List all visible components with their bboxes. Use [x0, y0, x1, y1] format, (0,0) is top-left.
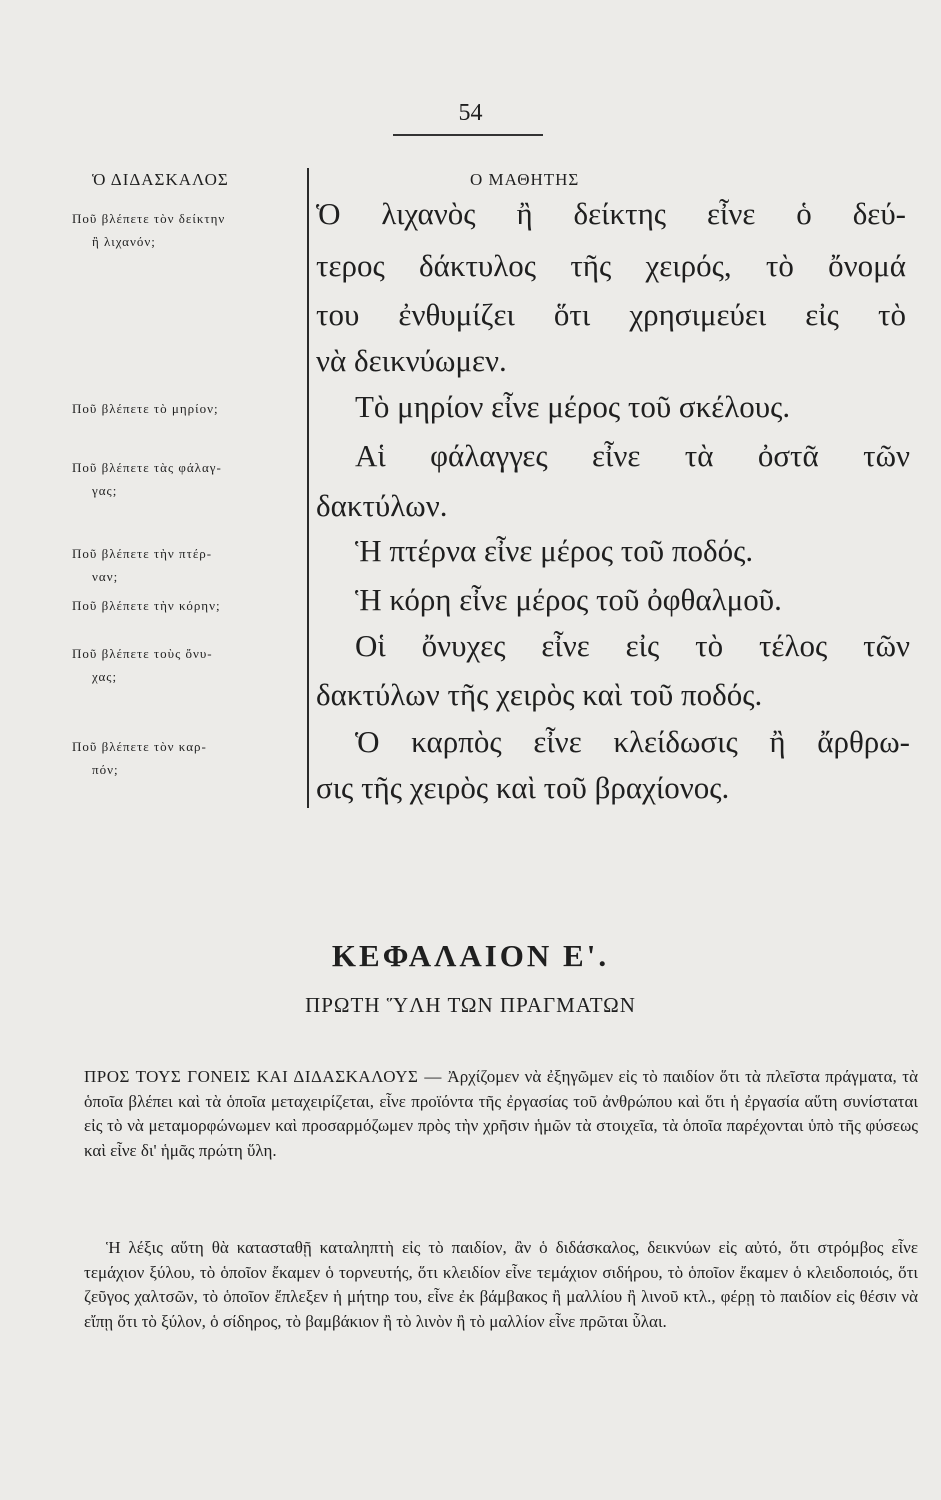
question-4-line2: ναν;: [92, 569, 119, 584]
question-6: [72, 642, 302, 688]
question-1-line2: ἢ λιχανόν;: [92, 234, 156, 249]
question-7-line1: Ποῦ βλέπετε τὸν καρ-: [72, 739, 207, 754]
paragraph-text: Ἡ λέξις αὕτη θὰ κατασταθῇ καταληπτὴ εἰς τὸ παιδίον, ἂν ὁ διδάσκαλος, δεικνύων εἰς αὐτό, ὅτι στρόμβος εἶνε τεμάχιον ξύλου, τὸ ὁποῖον ἔκαμεν ὁ τορνευτής, ὅτι κλειδίον εἶνε τεμάχιον σιδήρου, τὸ ὁποῖον ἔκαμεν ὁ κλειδοποιός, ὅτι ζεῦγος χαλτσῶν, τὸ ὁποῖον ἔπλεξεν ἡ μήτηρ του, εἶνε ἐκ βάμβακος ἢ μαλλίου ἢ λινοῦ κτλ., φέρῃ τὸ παιδίον εἰς θέσιν νὰ εἴπῃ ὅτι τὸ ξύλον, ὁ σίδηρος, τὸ βαμβάκιον ἢ τὸ λινὸν ἢ τὸ μαλλίον εἶνε πρῶται ὗλαι.: [84, 1238, 918, 1331]
paragraph-text: Ἀρχίζομεν νὰ ἐξηγῶμεν εἰς τὸ παιδίον ὅτι τὰ πλεῖστα πράγματα, τὰ ὁποῖα βλέπει καὶ τὰ ὁποῖα μεταχειρίζεται, εἶνε προϊόντα τῆς ἐργασίας τοῦ ἀνθρώπου καὶ ὅτι ἡ ἐργασία αὕτη συνίσταται εἰς τὸ νὰ μεταμορφώνωμεν καὶ προσαρμόζωμεν πρὸς τὴν χρῆσιν ἡμῶν τὰ στοιχεῖα, τὰ ὁποῖα παρέχονται ὑπὸ τῆς φύσεως καὶ εἶνε δι' ἡμᾶς πρώτη ὕλη.: [84, 1067, 919, 1160]
answer-line: Τὸ μηρίον εἶνε μέρος τοῦ σκέλους.: [355, 389, 791, 424]
chapter-subtitle: ΠΡΩΤΗ ὝΛΗ ΤΩΝ ΠΡΑΓΜΑΤΩΝ: [305, 993, 636, 1017]
question-2: [72, 397, 302, 420]
answer-line: τερος δάκτυλος τῆς χειρός, τὸ ὄνομά: [316, 248, 906, 283]
question-3: [72, 456, 302, 502]
question-4: [72, 542, 302, 588]
answer-line: Οἱ ὄνυχες εἶνε εἰς τὸ τέλος τῶν: [355, 628, 910, 663]
chapter-title: ΚΕΦΑΛΑΙΟΝ Ε'.: [331, 938, 610, 973]
paragraph-lead: ΠΡΟΣ ΤΟΥΣ ΓΟΝΕΙΣ ΚΑΙ ΔΙΔΑΣΚΑΛΟΥΣ —: [84, 1067, 442, 1086]
question-3-line2: γας;: [92, 483, 118, 498]
paragraph-explanation: [84, 1236, 918, 1334]
student-column-heading: Ο ΜΑΘΗΤΗΣ: [470, 170, 580, 189]
answer-line: Ὁ καρπὸς εἶνε κλείδωσις ἢ ἄρθρω-: [355, 724, 910, 759]
paragraph-note: [84, 1065, 918, 1163]
question-6-line1: Ποῦ βλέπετε τοὺς ὄνυ-: [72, 646, 213, 661]
answer-line: σις τῆς χειρὸς καὶ τοῦ βραχίονος.: [316, 770, 730, 805]
question-1: [72, 207, 302, 253]
question-5: [72, 594, 302, 617]
question-1-line1: Ποῦ βλέπετε τὸν δείκτην: [72, 211, 226, 226]
question-3-line1: Ποῦ βλέπετε τὰς φάλαγ-: [72, 460, 222, 475]
column-divider: [307, 168, 309, 808]
answer-line: δακτύλων τῆς χειρὸς καὶ τοῦ ποδός.: [316, 677, 763, 712]
question-2-line1: Ποῦ βλέπετε τὸ μηρίον;: [72, 401, 219, 416]
question-7: [72, 735, 302, 781]
answer-line: Αἱ φάλαγγες εἶνε τὰ ὀστᾶ τῶν: [355, 438, 910, 473]
answer-line: του ἐνθυμίζει ὅτι χρησιμεύει εἰς τὸ: [316, 297, 906, 332]
answer-line: Ἡ πτέρνα εἶνε μέρος τοῦ ποδός.: [355, 533, 754, 568]
answer-line: νὰ δεικνύωμεν.: [316, 343, 507, 378]
page-number: 54: [458, 100, 483, 126]
answer-line: Ὁ λιχανὸς ἢ δείκτης εἶνε ὁ δεύ-: [316, 196, 906, 231]
teacher-column-heading: Ὁ ΔΙΔΑΣΚΑΛΟΣ: [92, 170, 229, 189]
question-5-line1: Ποῦ βλέπετε τὴν κόρην;: [72, 598, 221, 613]
question-6-line2: χας;: [92, 669, 118, 684]
answer-line: δακτύλων.: [316, 488, 448, 523]
question-4-line1: Ποῦ βλέπετε τὴν πτέρ-: [72, 546, 213, 561]
page-number-rule: [393, 134, 543, 136]
question-7-line2: πόν;: [92, 762, 119, 777]
answer-line: Ἡ κόρη εἶνε μέρος τοῦ ὀφθαλμοῦ.: [355, 582, 782, 617]
